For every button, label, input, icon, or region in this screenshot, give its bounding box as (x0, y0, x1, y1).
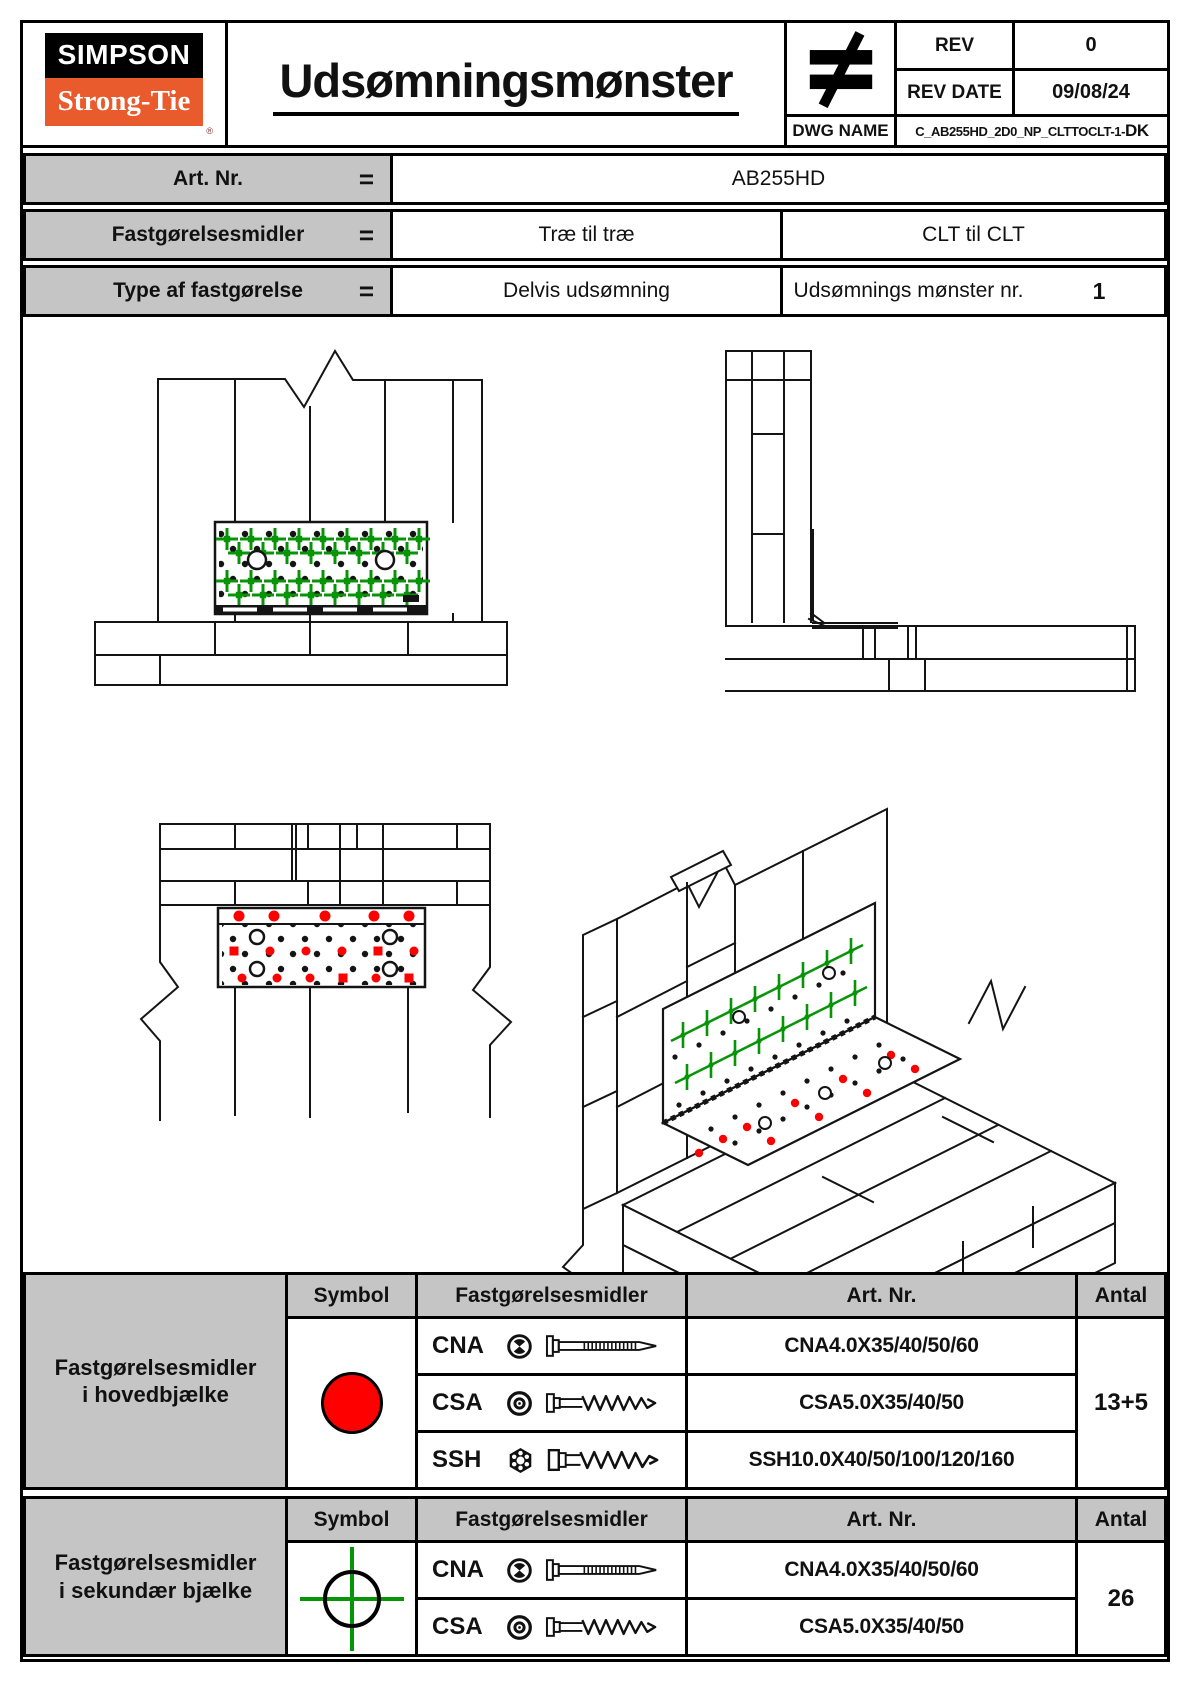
cna-fastener-cell (418, 1319, 685, 1373)
main-beam-fastener-table (23, 1272, 1167, 1490)
symbol-header: Symbol (288, 1275, 415, 1316)
view-isometric (563, 809, 1115, 1272)
cna-fastener-cell (418, 1543, 685, 1597)
fasteners-left-value: Træ til træ (393, 212, 780, 258)
fixing-type-label: Type af fastgørelse (113, 279, 303, 302)
cna-nail-icon (545, 1333, 663, 1359)
equals-sign: = (358, 275, 374, 306)
fixing-type-label-cell (26, 268, 390, 314)
art-nr-value: AB255HD (393, 156, 1164, 202)
dwg-name-suffix: DK (1125, 121, 1149, 140)
equals-sign: = (358, 219, 374, 250)
logo-simpson: SIMPSON (45, 33, 203, 78)
csa-fastener-cell (418, 1600, 685, 1654)
group-label-line2: i hovedbjælke (82, 1382, 229, 1407)
cna-code: CNA (432, 1332, 484, 1359)
secondary-beam-symbol-cell (288, 1543, 415, 1654)
cna-artnr: CNA4.0X35/40/50/60 (688, 1319, 1075, 1373)
red-circle-symbol (321, 1372, 383, 1434)
cna-code: CNA (432, 1556, 484, 1583)
not-equal-icon (805, 30, 877, 108)
pattern-number-label: Udsømnings mønster nr. (793, 279, 1024, 302)
not-equal-symbol-cell (787, 23, 894, 114)
sheet-frame (20, 20, 1170, 1662)
group-label-line1: Fastgørelsesmidler (54, 1550, 257, 1575)
csa-artnr: CSA5.0X35/40/50 (688, 1600, 1075, 1654)
csa-fastener-cell (418, 1376, 685, 1430)
cna-head-icon (506, 1557, 533, 1584)
secondary-beam-group-label (26, 1499, 285, 1654)
pattern-number-cell (783, 268, 1164, 314)
fixing-type-value: Delvis udsømning (393, 268, 780, 314)
equals-sign: = (358, 163, 374, 194)
csa-head-icon (506, 1614, 533, 1641)
angle-bracket-edge (809, 530, 897, 628)
view-front-elevation (95, 351, 507, 685)
sheet-title-cell (228, 23, 784, 145)
csa-head-icon (506, 1390, 533, 1417)
green-crosshair-symbol (296, 1544, 408, 1654)
main-beam-group-label (26, 1275, 285, 1487)
fastener-header: Fastgørelsesmidler (418, 1499, 685, 1540)
fasteners-label-cell (26, 212, 390, 258)
fastener-header: Fastgørelsesmidler (418, 1275, 685, 1316)
cna-artnr: CNA4.0X35/40/50/60 (688, 1543, 1075, 1597)
fasteners-row (23, 209, 1167, 261)
csa-artnr: CSA5.0X35/40/50 (688, 1376, 1075, 1430)
technical-drawing (23, 317, 1167, 1272)
rev-date-value: 09/08/24 (1015, 71, 1167, 114)
csa-screw-icon (545, 1614, 663, 1640)
csa-screw-icon (545, 1390, 663, 1416)
ssh-head-icon (506, 1446, 535, 1475)
view-plan (141, 824, 511, 1120)
pattern-number-value: 1 (1092, 277, 1106, 304)
view-side-section (726, 351, 1135, 691)
ssh-artnr: SSH10.0X40/50/100/120/160 (688, 1433, 1075, 1487)
page-title: Udsømningsmønster (273, 53, 738, 116)
rev-value: 0 (1015, 23, 1167, 68)
logo-strongtie: Strong-Tie (45, 78, 203, 126)
cna-nail-icon (545, 1557, 663, 1583)
ssh-fastener-cell (418, 1433, 685, 1487)
title-block (23, 23, 1167, 148)
antal-header: Antal (1078, 1499, 1164, 1540)
secondary-beam-fastener-table (23, 1496, 1167, 1657)
registered-mark: ® (206, 125, 213, 136)
dwg-name-label: DWG NAME (787, 117, 894, 145)
cna-head-icon (506, 1333, 533, 1360)
group-label-line2: i sekundær bjælke (58, 1577, 253, 1603)
ssh-screw-icon (547, 1447, 665, 1473)
art-nr-label-cell (26, 156, 390, 202)
fixing-type-row (23, 265, 1167, 317)
fasteners-right-value: CLT til CLT (783, 212, 1164, 258)
art-nr-row (23, 153, 1167, 205)
antal-header: Antal (1078, 1275, 1164, 1316)
fasteners-label: Fastgørelsesmidler (111, 223, 305, 246)
csa-code: CSA (432, 1389, 483, 1416)
logo (23, 23, 225, 145)
ssh-code: SSH (432, 1446, 482, 1473)
artnr-header: Art. Nr. (688, 1499, 1075, 1540)
dwg-name-text: C_AB255HD_2D0_NP_CLTTOCLT-1- (915, 123, 1126, 139)
main-beam-antal: 13+5 (1078, 1319, 1164, 1487)
plate-logo-mark (403, 595, 419, 602)
group-label-line1: Fastgørelsesmidler (54, 1354, 257, 1380)
main-beam-symbol-cell (288, 1319, 415, 1487)
csa-code: CSA (432, 1613, 483, 1640)
symbol-header: Symbol (288, 1499, 415, 1540)
rev-label: REV (897, 23, 1012, 68)
art-nr-label: Art. Nr. (172, 167, 243, 190)
artnr-header: Art. Nr. (688, 1275, 1075, 1316)
rev-date-label: REV DATE (897, 71, 1012, 114)
floor-break-line (969, 981, 1025, 1029)
secondary-beam-antal: 26 (1078, 1543, 1164, 1654)
dwg-name-value (897, 117, 1167, 145)
